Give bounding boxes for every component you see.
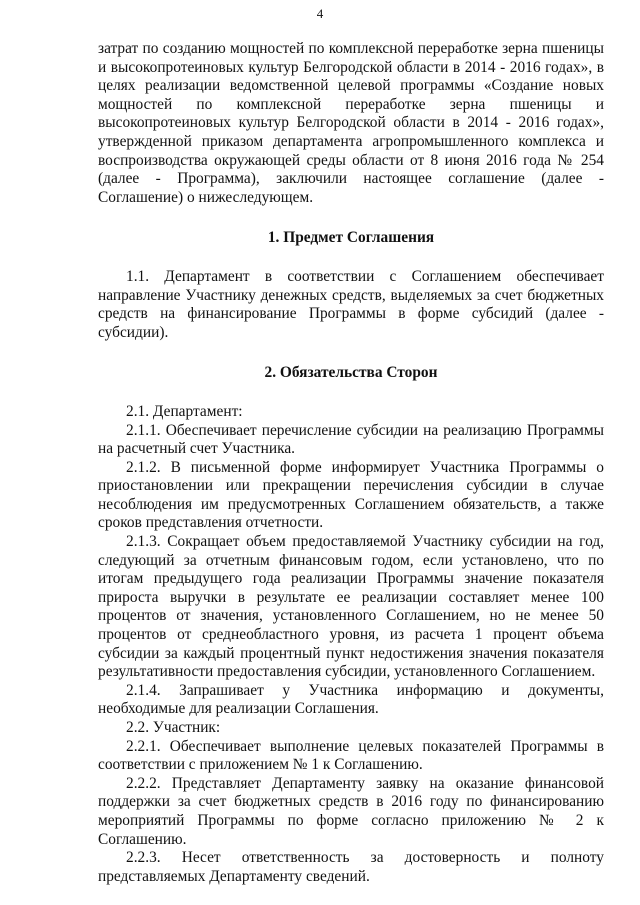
paragraph-1-1: 1.1. Департамент в соответствии с Соглашением обеспечивает направление Участнику денежных средств, выделяемых за счет бюджетных средств на финансирование Программы в форме субсидий (далее - субсидии). xyxy=(98,267,604,341)
paragraph-2-2-1: 2.2.1. Обеспечивает выполнение целевых показателей Программы в соответствии с приложением № 1 к Соглашению. xyxy=(98,737,604,774)
paragraph-2-1-2: 2.1.2. В письменной форме информирует Участника Программы о приостановлении или прекращении перечисления субсидии в случае несоблюдения им предусмотренных Соглашением обязательств, а также сроков представления отчетности. xyxy=(98,458,604,532)
section-1-heading: 1. Предмет Соглашения xyxy=(267,229,435,247)
paragraph-2-1-3: 2.1.3. Сокращает объем предоставляемой Участнику субсидии на год, следующий за отчетным финансовым годом, если установлено, что по итогам предыдущего года реализации Программы значение показателя прироста выручки в результате ее реализации составляет менее 100 процентов от значения, установленного Соглашением, но не менее 50 процентов от среднеобластного уровня, из расчета 1 процент объема субсидии за каждый процентный пункт недостижения значения показателя результативности предоставления субсидии, установленного Соглашением. xyxy=(98,533,604,681)
page-number: 4 xyxy=(316,6,324,21)
paragraph-2-1-4: 2.1.4. Запрашивает у Участника информацию и документы, необходимые для реализации Соглашения. xyxy=(98,681,604,718)
intro-paragraph: затрат по созданию мощностей по комплексной переработке зерна пшеницы и высокопротеиновых культур Белгородской области в 2014 - 2016 годах», в целях реализации ведомственной целевой программы «Создание новых мощностей по комплексной переработке зерна пшеницы и высокопротеиновых культур Белгородской области в 2014 - 2016 годах», утвержденной приказом департамента агропромышленного комплекса и воспроизводства окружающей среды области от 8 июня 2016 года № 254 (далее - Программа), заключили настоящее соглашение (далее - Соглашение) о нижеследующем. xyxy=(98,40,604,206)
section-2-heading: 2. Обязательства Сторон xyxy=(264,364,438,382)
paragraph-2-2-2: 2.2.2. Представляет Департаменту заявку на оказание финансовой поддержки за счет бюджетных средств в 2016 году по финансированию мероприятий Программы по форме согласно приложению № 2 к Соглашению. xyxy=(98,774,604,848)
paragraph-2-2: 2.2. Участник: xyxy=(126,719,221,736)
document-body xyxy=(98,40,604,886)
paragraph-2-1-1: 2.1.1. Обеспечивает перечисление субсидии на реализацию Программы на расчетный счет Участника. xyxy=(98,421,604,458)
paragraph-2-2-3: 2.2.3. Несет ответственность за достоверность и полноту представляемых Департаменту сведений. xyxy=(98,849,604,885)
paragraph-2-1: 2.1. Департамент: xyxy=(126,402,243,420)
